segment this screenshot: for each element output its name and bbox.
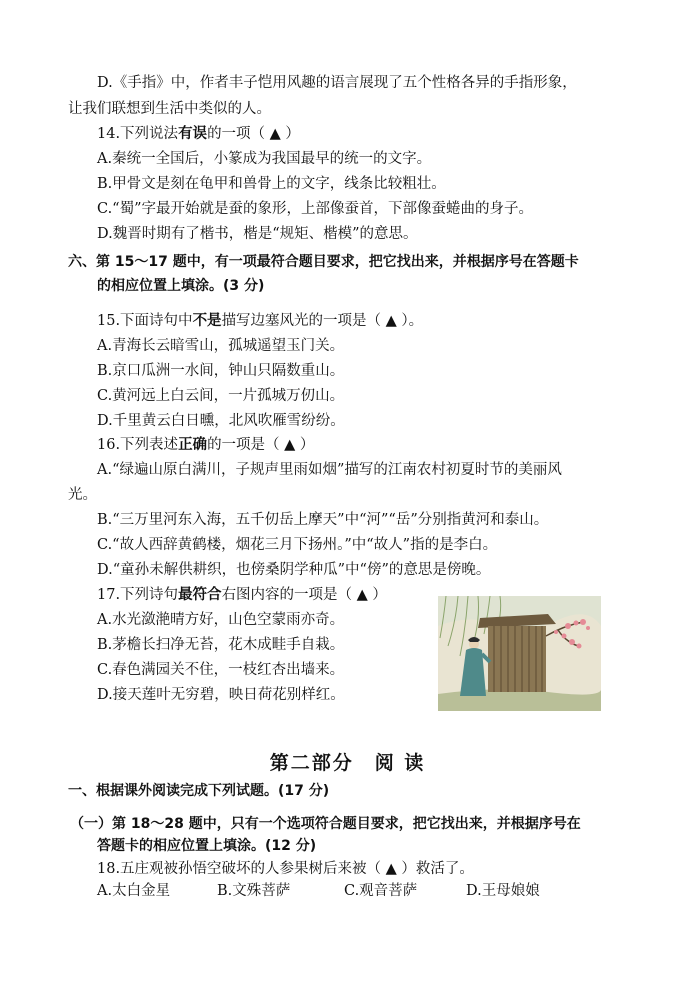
q14-option-b: B.甲骨文是刻在龟甲和兽骨上的文字，线条比较粗壮。 [97,176,446,192]
q15-option-c: C.黄河远上白云间，一片孤城万仞山。 [97,388,345,404]
q16-option-a: A.“绿遍山原白满川，子规声里雨如烟”描写的江南农村初夏时节的美丽风 [97,462,562,478]
q16-stem-pre: 16.下列表述 [97,437,179,453]
q15-stem-emphasis: 不是 [192,312,222,329]
q18-option-a: A.太白金星 [97,883,171,899]
reading-section-1-heading: 一、根据课外阅读完成下列试题。(17 分) [68,783,330,799]
q17-stem-pre: 17.下列诗句 [97,587,179,603]
q17-stem [97,585,387,605]
q14-option-c: C.“蜀”字最开始就是蚕的象形，上部像蚕首，下部像蚕蜷曲的身子。 [97,201,534,217]
q18-option-b: B.文殊菩萨 [217,883,291,899]
q14-stem [97,124,300,144]
q15-option-a: A.青海长云暗雪山，孤城遥望玉门关。 [97,338,345,354]
q13-option-d: D.《手指》中，作者丰子恺用风趣的语言展现了五个性格各异的手指形象， [97,75,577,91]
subsection-1-heading: （一）第 18～28 题中，只有一个选项符合题目要求，把它找出来，并根据序号在 [70,816,581,832]
q16-stem-emphasis: 正确 [178,436,208,453]
section-6-heading: 六、第 15～17 题中，有一项最符合题目要求，把它找出来，并根据序号在答题卡 [68,254,579,270]
q14-stem-emphasis: 有误 [178,125,208,142]
q15-option-b: B.京口瓜洲一水间，钟山只隔数重山。 [97,363,345,379]
q13-option-d-cont: 让我们联想到生活中类似的人。 [68,101,271,117]
q14-stem-pre: 14.下列说法 [97,126,179,142]
q17-option-a: A.水光潋滟晴方好，山色空蒙雨亦奇。 [97,612,345,628]
q18-option-c: C.观音菩萨 [344,883,418,899]
q17-stem-emphasis: 最符合 [178,586,222,603]
q17-option-c: C.春色满园关不住，一枝红杏出墙来。 [97,662,345,678]
q15-stem [97,311,423,331]
q15-option-d: D.千里黄云白日曛，北风吹雁雪纷纷。 [97,413,345,429]
q15-stem-pre: 15.下面诗句中 [97,313,193,329]
q16-option-d: D.“童孙未解供耕织，也傍桑阴学种瓜”中“傍”的意思是傍晚。 [97,562,491,578]
q14-option-d: D.魏晋时期有了楷书，楷是“规矩、楷模”的意思。 [97,226,418,242]
q18-option-d: D.王母娘娘 [466,883,540,899]
q16-option-a-cont: 光。 [68,487,97,503]
q16-stem [97,435,314,455]
part-2-title: 第二部分 阅 读 [269,752,426,774]
q15-stem-post: 描写边塞风光的一项是（ ▲ ）。 [221,313,424,329]
q14-stem-post: 的一项（ ▲ ） [207,126,300,142]
q17-stem-post: 右图内容的一项是（ ▲ ） [221,587,387,603]
q16-option-b: B.“三万里河东入海，五千仞岳上摩天”中“河”“岳”分别指黄河和泰山。 [97,512,549,528]
section-6-heading-cont: 的相应位置上填涂。(3 分) [97,278,265,294]
q17-option-b: B.茅檐长扫净无苔，花木成畦手自栽。 [97,637,345,653]
q18-stem: 18.五庄观被孙悟空破坏的人参果树后来被（ ▲ ）救活了。 [97,861,474,877]
q17-option-d: D.接天莲叶无穷碧，映日荷花别样红。 [97,687,345,703]
q16-stem-post: 的一项是（ ▲ ） [207,437,315,453]
q14-option-a: A.秦统一全国后，小篆成为我国最早的统一的文字。 [97,151,432,167]
subsection-1-heading-cont: 答题卡的相应位置上填涂。(12 分) [97,838,317,854]
q17-illustration [438,596,601,711]
q16-option-c: C.“故人西辞黄鹤楼，烟花三月下扬州。”中“故人”指的是李白。 [97,537,498,553]
